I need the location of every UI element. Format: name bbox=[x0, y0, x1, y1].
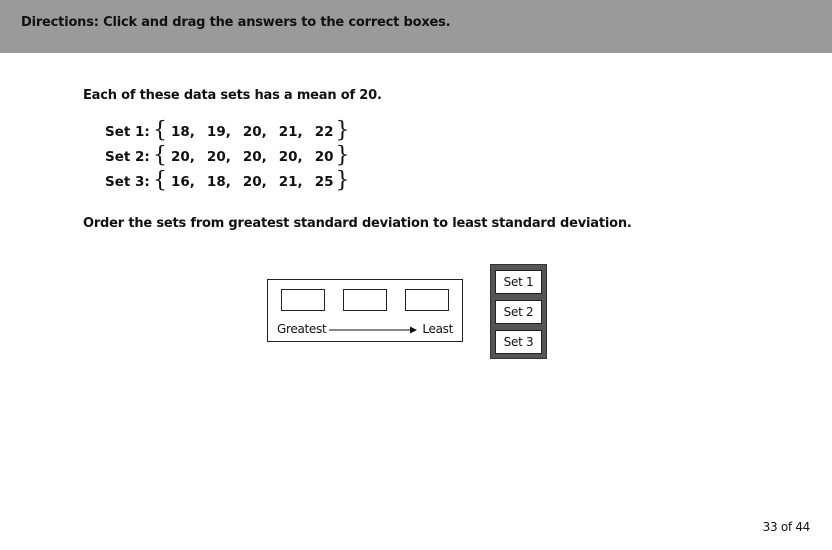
set-value: 20, bbox=[206, 149, 231, 165]
right-arrow-icon bbox=[329, 326, 417, 334]
set-value: 20, bbox=[171, 149, 195, 165]
drop-box-3[interactable] bbox=[405, 289, 449, 311]
directions-header bbox=[0, 0, 832, 53]
close-brace: } bbox=[335, 142, 350, 168]
set-value: 21, bbox=[278, 124, 303, 140]
open-brace: { bbox=[153, 117, 167, 143]
set-value: 21, bbox=[278, 174, 303, 190]
set-value: 22 bbox=[314, 124, 334, 140]
set-value: 20, bbox=[242, 174, 267, 190]
data-set-1 bbox=[105, 117, 350, 143]
answer-drop-area bbox=[267, 279, 463, 342]
directions-text: Directions: Click and drag the answers to the correct boxes. bbox=[21, 15, 451, 30]
set-value: 19, bbox=[206, 124, 231, 140]
question-intro: Each of these data sets has a mean of 20. bbox=[83, 88, 382, 103]
set-label: Set 1: bbox=[105, 124, 150, 140]
answer-chip-set-2[interactable]: Set 2 bbox=[495, 300, 542, 324]
question-instruction: Order the sets from greatest standard deviation to least standard deviation. bbox=[83, 216, 632, 231]
answer-chip-set-3[interactable]: Set 3 bbox=[495, 330, 542, 354]
answer-chip-set-1[interactable]: Set 1 bbox=[495, 270, 542, 294]
set-label: Set 3: bbox=[105, 174, 150, 190]
drop-box-2[interactable] bbox=[343, 289, 387, 311]
set-value: 20, bbox=[242, 124, 267, 140]
close-brace: } bbox=[335, 167, 350, 193]
close-brace: } bbox=[335, 117, 350, 143]
set-value: 25 bbox=[314, 174, 334, 190]
page-counter: 33 of 44 bbox=[762, 520, 810, 534]
set-value: 18, bbox=[171, 124, 195, 140]
drop-box-1[interactable] bbox=[281, 289, 325, 311]
set-value: 16, bbox=[171, 174, 195, 190]
scale-start-label: Greatest bbox=[277, 322, 327, 336]
answer-bank bbox=[490, 264, 547, 359]
set-value: 18, bbox=[206, 174, 231, 190]
set-value: 20, bbox=[242, 149, 267, 165]
open-brace: { bbox=[153, 167, 167, 193]
data-set-2 bbox=[105, 142, 350, 168]
data-set-3 bbox=[105, 167, 350, 193]
set-label: Set 2: bbox=[105, 149, 150, 165]
set-value: 20 bbox=[314, 149, 334, 165]
set-value: 20, bbox=[278, 149, 303, 165]
open-brace: { bbox=[153, 142, 167, 168]
scale-end-label: Least bbox=[422, 322, 453, 336]
